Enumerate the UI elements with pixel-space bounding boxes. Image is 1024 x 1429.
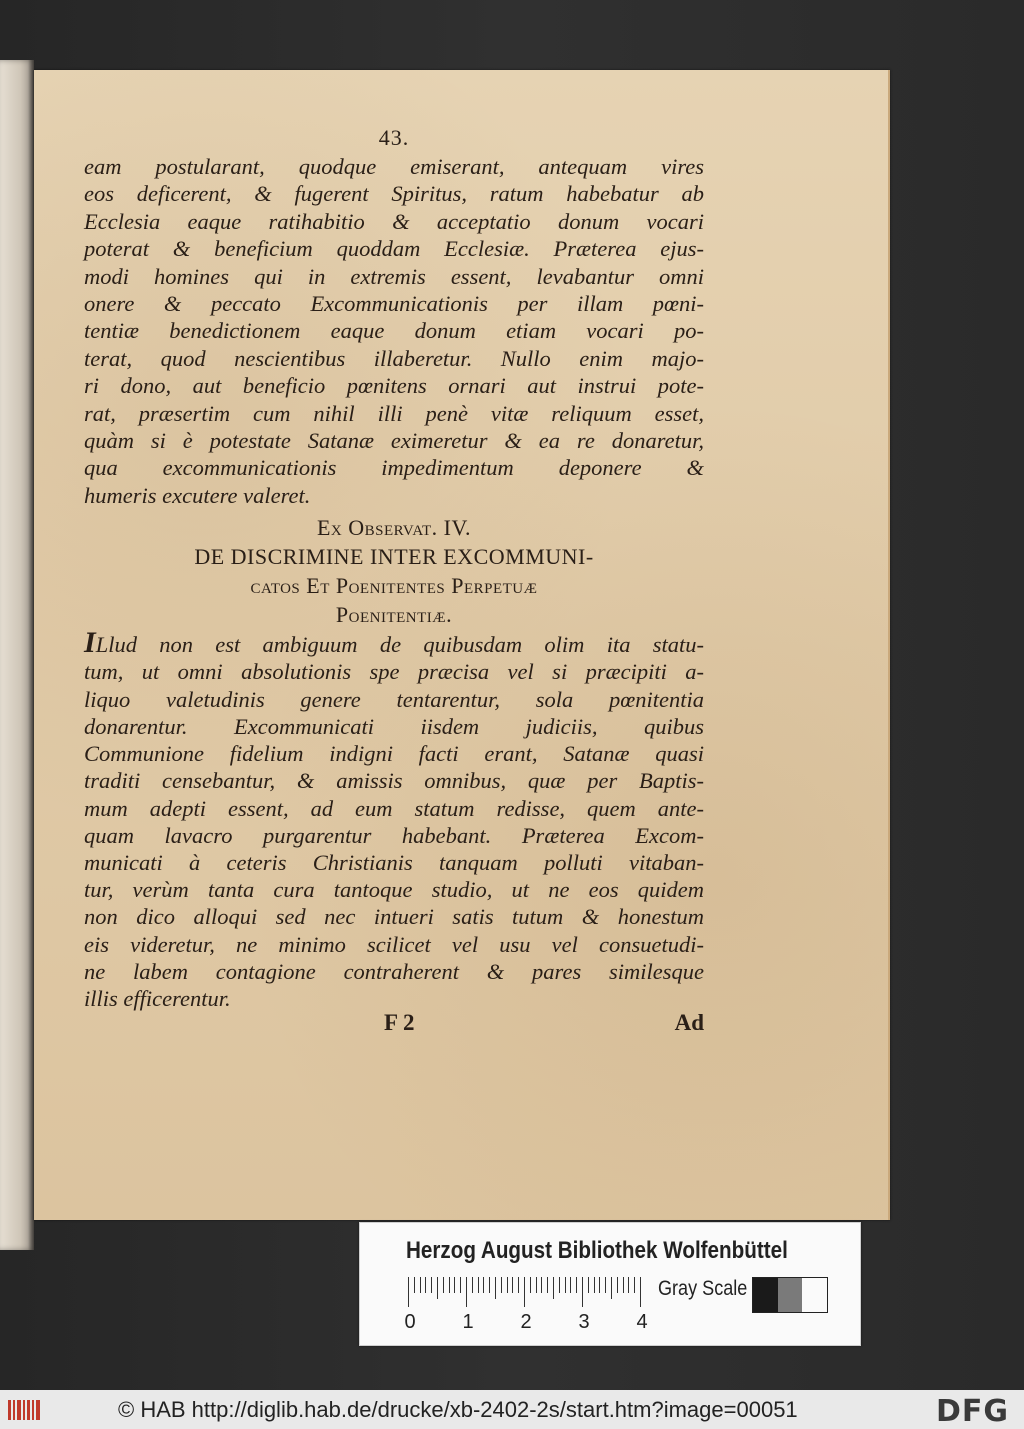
page-number: 43. xyxy=(378,125,410,150)
dfg-logo: DFG xyxy=(936,1394,1010,1429)
ruler-tick xyxy=(437,1277,438,1299)
paragraph-1 xyxy=(84,153,704,509)
ruler-tick xyxy=(512,1277,513,1293)
facing-page-edge xyxy=(0,60,34,1250)
text-line: tentiæ benedictionem eaque donum etiam vocari po- xyxy=(84,318,704,344)
book-page xyxy=(34,70,890,1220)
heading-line: DE DISCRIMINE INTER EXCOMMUNI- xyxy=(194,544,594,570)
text-line: tum, ut omni absolutionis spe præcisa vel si præcipiti a- xyxy=(84,659,704,685)
ruler-tick xyxy=(565,1277,566,1293)
ruler-tick xyxy=(460,1277,461,1293)
ruler-tick xyxy=(425,1277,426,1293)
heading-line: catos Et Poenitentes Perpetuæ xyxy=(250,573,538,599)
ruler-tick xyxy=(582,1277,583,1307)
ruler-tick xyxy=(599,1277,600,1293)
text-line: ri dono, aut beneficio pœnitens ornari aut instrui pote- xyxy=(84,373,704,399)
text-line: donarentur. Excommunicati iisdem judiciis, quibus xyxy=(84,713,704,739)
ruler-tick xyxy=(640,1277,641,1307)
hab-logo-svg xyxy=(8,1398,42,1422)
text-line: mum adepti essent, ad eum statum redisse, quem ante- xyxy=(84,795,704,821)
page-footer-marks xyxy=(84,1010,704,1040)
text-line: modi homines qui in extremis essent, levabantur omni xyxy=(84,263,704,289)
text-line: humeris excutere valeret. xyxy=(84,482,311,508)
text-line: Communione fidelium indigni facti erant, Satanæ quasi xyxy=(84,741,704,767)
ruler-tick xyxy=(501,1277,502,1293)
heading-line: Ex Observat. IV. xyxy=(316,515,472,541)
text-line: tur, verùm tanta cura tantoque studio, ut ne eos quidem xyxy=(84,877,704,903)
ruler-tick xyxy=(611,1277,612,1299)
viewer-footer xyxy=(0,1390,1024,1429)
text-line: rat, præsertim cum nihil illi penè vitæ reliquum esset, xyxy=(84,400,704,426)
ruler-number: 4 xyxy=(636,1311,648,1333)
ruler-tick xyxy=(570,1277,571,1293)
heading-line: Poenitentiæ. xyxy=(335,602,453,628)
text-line: eam postularant, quodque emiserant, antequam vires xyxy=(84,154,704,179)
section-heading xyxy=(84,513,704,629)
gray-swatch xyxy=(778,1278,803,1312)
library-name: Herzog August Bibliothek Wolfenbüttel xyxy=(406,1237,788,1264)
text-line: qua excommunicationis impedimentum deponere & xyxy=(84,455,704,481)
text-line: illis efficerentur. xyxy=(84,985,231,1011)
ruler-tick xyxy=(576,1277,577,1293)
ruler-numbers xyxy=(400,1311,660,1335)
ruler-tick xyxy=(495,1277,496,1299)
ruler-tick xyxy=(559,1277,560,1293)
ruler-tick xyxy=(605,1277,606,1293)
ruler-tick xyxy=(634,1277,635,1293)
text-line: poterat & beneficium quoddam Ecclesiæ. Præterea ejus- xyxy=(84,236,704,262)
text-line: Ecclesia eaque ratihabitio & acceptatio donum vocari xyxy=(84,208,704,234)
ruler-tick xyxy=(420,1277,421,1293)
signature-mark: F 2 xyxy=(384,1010,415,1035)
text-line: traditi censebantur, & amissis omnibus, quæ per Baptis- xyxy=(84,768,704,794)
library-color-card xyxy=(359,1222,861,1346)
ruler-number: 3 xyxy=(578,1311,590,1333)
text-line: eos deficerent, & fugerent Spiritus, ratum habebatur ab xyxy=(84,181,704,207)
ruler-tick xyxy=(431,1277,432,1293)
text-line: liquo valetudinis genere tentarentur, sola pœnitentia xyxy=(84,686,704,712)
ruler-tick xyxy=(594,1277,595,1293)
text-line: onere & peccato Excommunicationis per illam pœni- xyxy=(84,291,704,317)
text-line: ne labem contagione contraherent & pares similesque xyxy=(84,958,704,984)
ruler-tick xyxy=(547,1277,548,1293)
gray-scale-swatches xyxy=(752,1277,828,1313)
source-url-text[interactable]: © HAB http://diglib.hab.de/drucke/xb-2402-2s/start.htm?image=00051 xyxy=(118,1397,798,1422)
ruler-tick xyxy=(553,1277,554,1299)
page-text xyxy=(84,125,704,1012)
ruler-tick xyxy=(518,1277,519,1293)
text-line: eis videretur, ne minimo scilicet vel usu vel consuetudi- xyxy=(84,931,704,957)
ruler-tick xyxy=(449,1277,450,1293)
paragraph-2 xyxy=(84,626,704,1012)
text-line: terat, quod nescientibus illaberetur. Nullo enim majo- xyxy=(84,345,704,371)
text-line: quàm si è potestate Satanæ eximeretur & ea re donaretur, xyxy=(84,428,704,454)
ruler-tick xyxy=(414,1277,415,1293)
ruler-tick xyxy=(628,1277,629,1293)
scale-ruler xyxy=(408,1277,640,1307)
ruler-tick xyxy=(483,1277,484,1293)
catchword: Ad xyxy=(674,1010,704,1035)
ruler-tick xyxy=(466,1277,467,1307)
ruler-tick xyxy=(408,1277,409,1307)
text-line: non dico alloqui sed nec intueri satis tutum & honestum xyxy=(84,904,704,930)
ruler-tick xyxy=(524,1277,525,1307)
ruler-tick xyxy=(478,1277,479,1293)
gray-scale-label: Gray Scale xyxy=(658,1277,748,1300)
text-line: municati à ceteris Christianis tanquam polluti vitaban- xyxy=(84,849,704,875)
ruler-tick xyxy=(536,1277,537,1293)
gray-swatch xyxy=(802,1278,827,1312)
ruler-tick xyxy=(454,1277,455,1293)
ruler-tick xyxy=(588,1277,589,1293)
ruler-number: 0 xyxy=(404,1311,416,1333)
hab-barcode-logo-icon xyxy=(8,1398,42,1422)
ruler-tick xyxy=(443,1277,444,1293)
ruler-tick xyxy=(507,1277,508,1293)
ruler-tick xyxy=(472,1277,473,1293)
ruler-tick xyxy=(530,1277,531,1293)
ruler-number: 1 xyxy=(462,1311,474,1333)
gray-swatch xyxy=(753,1278,778,1312)
ruler-tick xyxy=(623,1277,624,1293)
ruler-tick xyxy=(541,1277,542,1293)
ruler-number: 2 xyxy=(520,1311,532,1333)
ruler-tick xyxy=(489,1277,490,1293)
ruler-tick xyxy=(617,1277,618,1293)
text-line: ILlud non est ambiguum de quibusdam olim ita statu- xyxy=(84,626,704,660)
text-line: quam lavacro purgarentur habebant. Præterea Excom- xyxy=(84,822,704,848)
